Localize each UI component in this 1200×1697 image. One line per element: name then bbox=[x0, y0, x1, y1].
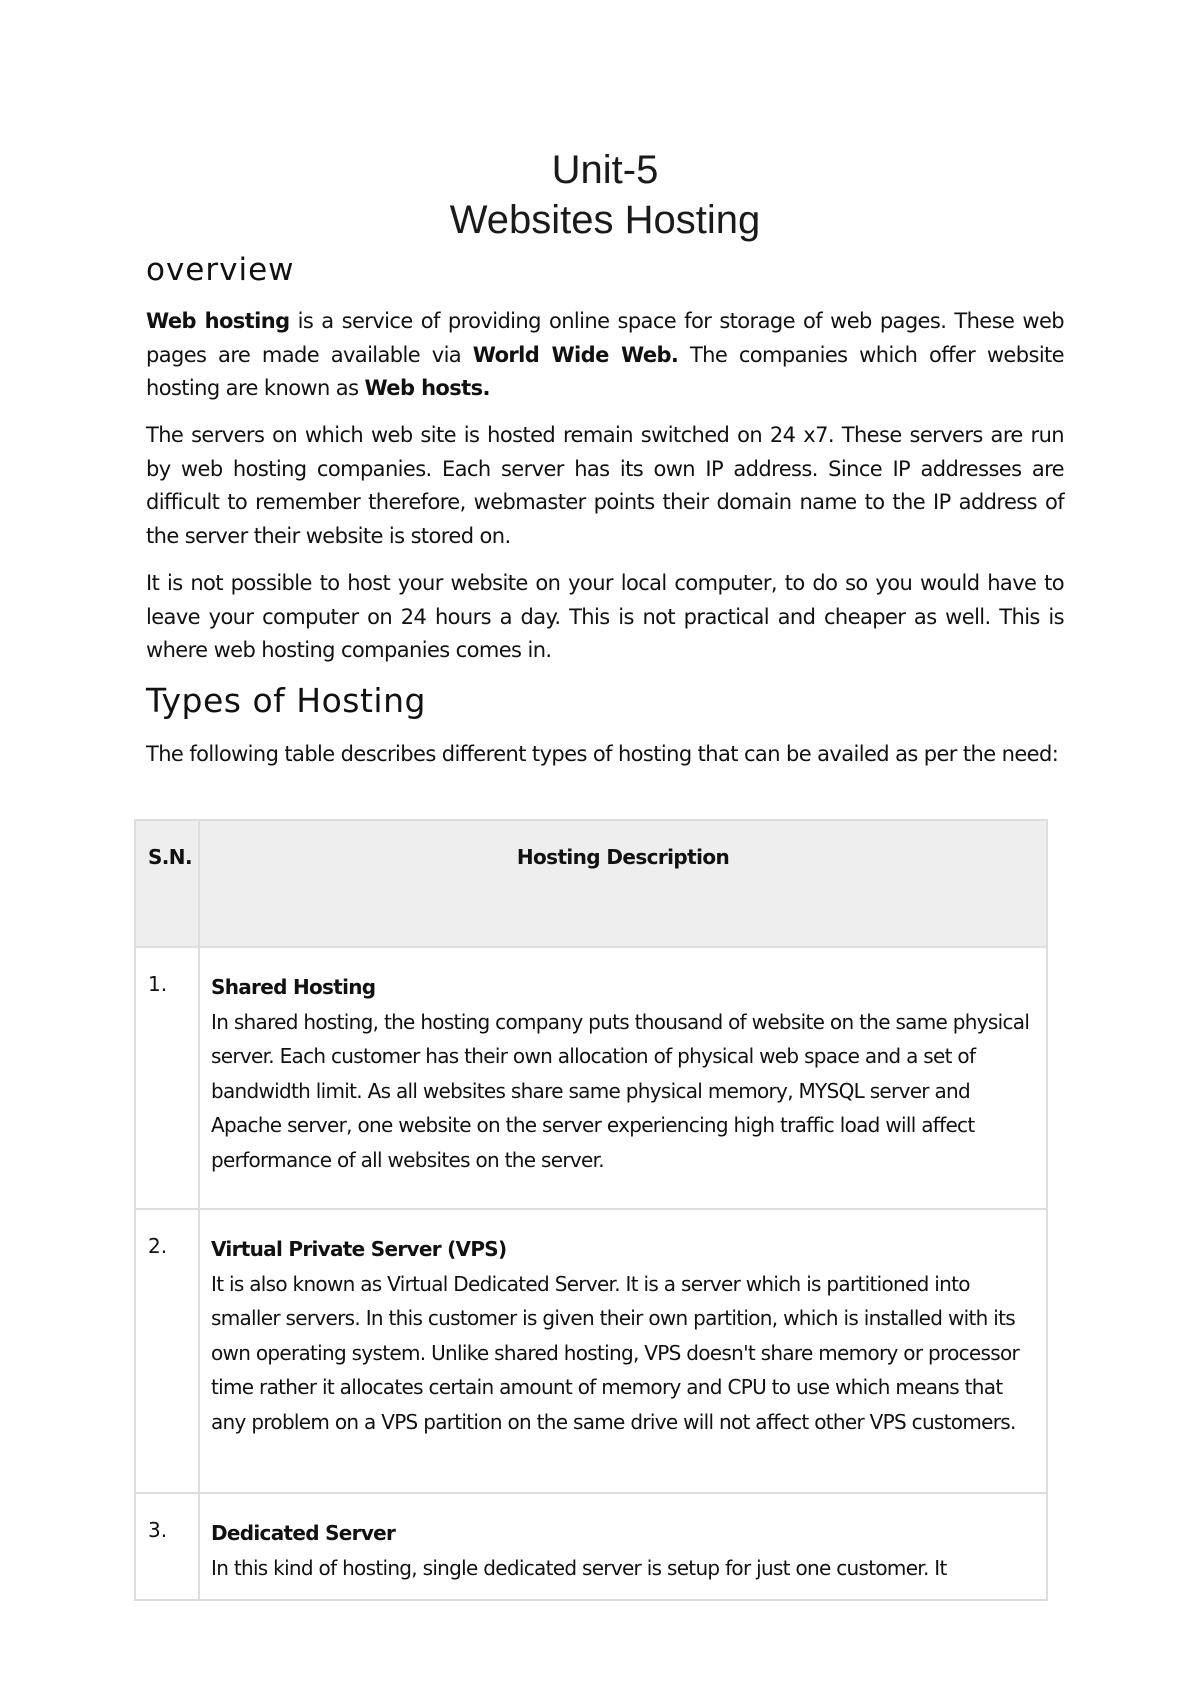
description-header: Hosting Description bbox=[199, 820, 1047, 947]
bold-term-web-hosting: Web hosting bbox=[146, 309, 290, 333]
sn-header: S.N. bbox=[135, 820, 199, 947]
bold-term-web-hosts: Web hosts. bbox=[364, 376, 490, 400]
overview-heading: overview bbox=[146, 252, 295, 288]
sn-cell: 2. bbox=[135, 1209, 199, 1493]
table-row bbox=[135, 947, 1047, 1209]
paragraph-text: The companies which offer website hosting are known as bbox=[146, 342, 1065, 400]
description-cell bbox=[199, 1493, 1047, 1600]
types-heading: Types of Hosting bbox=[146, 681, 426, 720]
sn-cell: 1. bbox=[135, 947, 199, 1209]
hosting-type-name: Virtual Private Server (VPS) bbox=[211, 1237, 507, 1261]
hosting-type-name: Dedicated Server bbox=[211, 1521, 396, 1545]
table-header-row bbox=[135, 820, 1047, 947]
overview-paragraph-3: It is not possible to host your website on your local computer, to do so you would have to leave your computer on 24 hours a day. This is not practical and cheaper as well. This is where web hosting companies comes in. bbox=[146, 571, 1064, 662]
hosting-type-description: In this kind of hosting, single dedicated server is setup for just one customer. It bbox=[211, 1555, 947, 1580]
description-cell bbox=[199, 1209, 1047, 1493]
overview-paragraph-1 bbox=[146, 305, 1064, 406]
hosting-type-name: Shared Hosting bbox=[211, 975, 376, 999]
hosting-type-description: In shared hosting, the hosting company puts thousand of website on the same physical server. Each customer has their own allocation of physical web space and a set of bandwidth limit. As all websites share same physical memory, MYSQL server and Apache server, one website on the server experiencing high traffic load will affect performance of all websites on the server. bbox=[211, 1009, 1030, 1172]
unit-title: Unit-5 bbox=[551, 148, 659, 192]
table-row bbox=[135, 1209, 1047, 1493]
hosting-table bbox=[134, 819, 1048, 1601]
paragraph-text: is a service of providing online space for storage of web pages. These web pages are made available via bbox=[146, 309, 1064, 367]
bold-term-www: World Wide Web. bbox=[472, 342, 679, 367]
hosting-type-description: It is also known as Virtual Dedicated Server. It is a server which is partitioned into smaller servers. In this customer is given their own partition, which is installed with its own operating system. Unlike shared hosting, VPS doesn't share memory or processor time rather it allocates certain amount of memory and CPU to use which means that any problem on a VPS partition on the same drive will not affect other VPS customers. bbox=[211, 1271, 1020, 1434]
page-title: Websites Hosting bbox=[449, 198, 761, 242]
sn-cell: 3. bbox=[135, 1493, 199, 1600]
types-intro: The following table describes different types of hosting that can be availed as per the need: bbox=[146, 742, 1059, 766]
description-cell bbox=[199, 947, 1047, 1209]
table-row bbox=[135, 1493, 1047, 1600]
overview-paragraph-2: The servers on which web site is hosted remain switched on 24 x7. These servers are run by web hosting companies. Each server has its own IP address. Since IP addresses are difficult to remember therefore, webmaster points their domain name to the IP address of the server their website is stored on. bbox=[146, 423, 1064, 548]
